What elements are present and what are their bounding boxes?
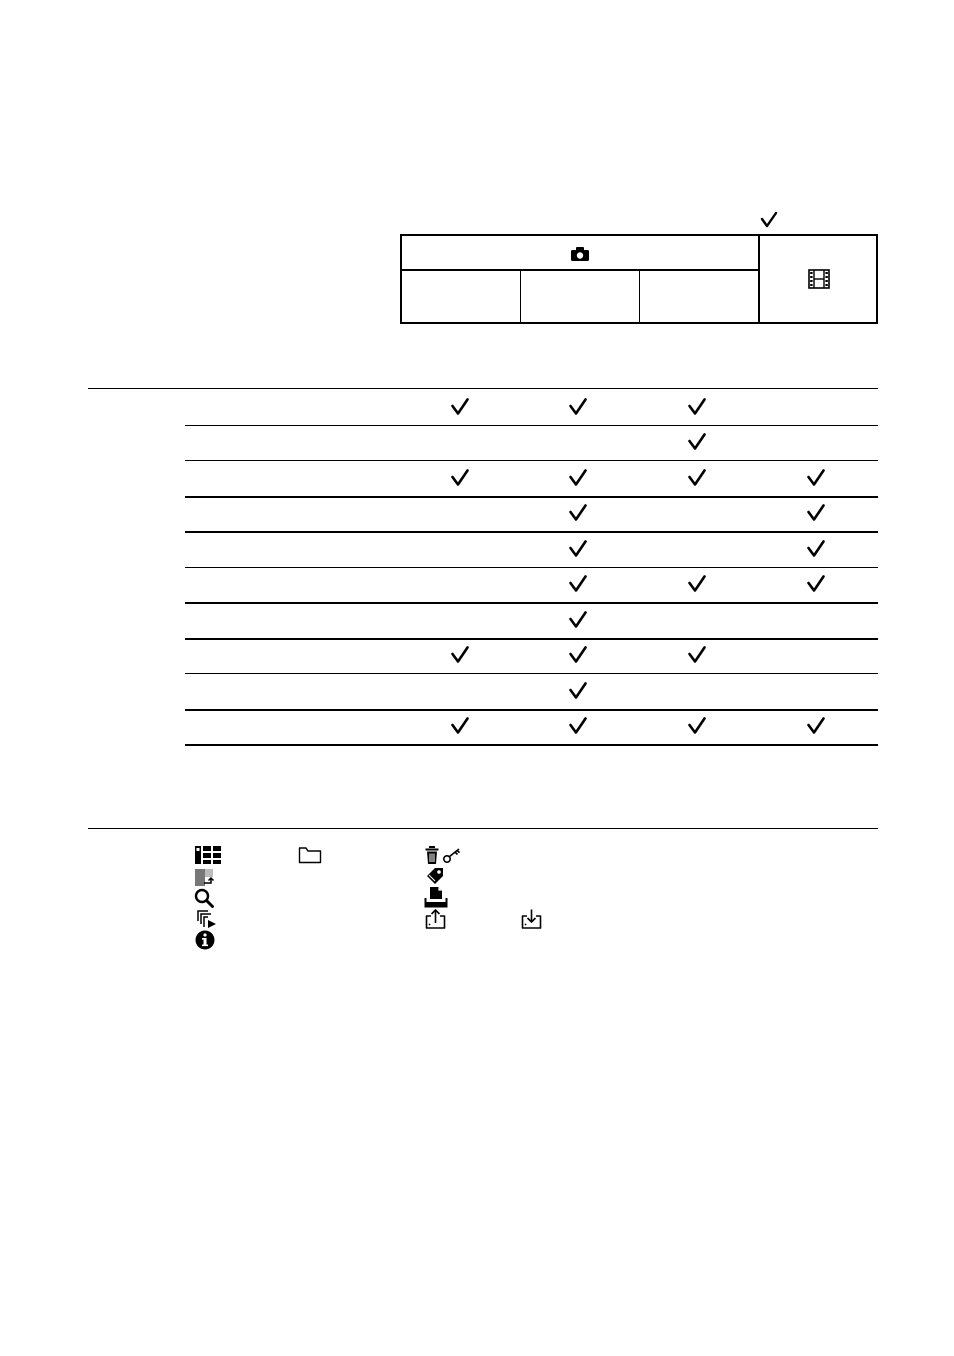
slideshow-icon	[196, 909, 218, 929]
check-icon	[568, 574, 588, 594]
check-icon	[806, 716, 826, 736]
index-view-icon	[194, 845, 222, 865]
matrix-row-divider	[185, 638, 878, 640]
camera-icon	[570, 246, 590, 262]
check-icon	[687, 716, 707, 736]
matrix-row-divider	[185, 602, 878, 604]
check-icon	[687, 397, 707, 417]
check-icon	[806, 468, 826, 488]
check-icon	[568, 539, 588, 559]
header-divider	[639, 270, 640, 324]
mode-header-table	[400, 234, 878, 324]
export-icon	[424, 908, 448, 930]
matrix-row-divider	[185, 567, 878, 568]
matrix-row-divider	[185, 425, 878, 426]
legend-check-icon	[760, 211, 778, 229]
matrix-row-divider	[185, 709, 878, 711]
matrix-row-divider	[185, 744, 878, 746]
matrix-row-divider	[185, 531, 878, 533]
section-rule	[88, 828, 878, 829]
check-icon	[568, 610, 588, 630]
check-icon	[568, 681, 588, 701]
print-icon	[424, 886, 448, 908]
section-rule	[88, 388, 878, 389]
zoom-icon	[194, 888, 216, 908]
check-icon	[806, 539, 826, 559]
check-icon	[450, 645, 470, 665]
check-icon	[450, 716, 470, 736]
header-divider	[758, 236, 760, 324]
protect-key-icon	[442, 848, 462, 864]
check-icon	[568, 468, 588, 488]
check-icon	[568, 645, 588, 665]
film-icon	[807, 269, 831, 289]
retouch-icon	[194, 868, 216, 888]
delete-icon	[424, 845, 440, 865]
import-icon	[520, 908, 544, 930]
header-divider	[402, 269, 759, 271]
check-icon	[687, 645, 707, 665]
check-icon	[687, 432, 707, 452]
header-divider	[520, 270, 521, 324]
check-icon	[450, 397, 470, 417]
info-icon	[194, 929, 216, 951]
folder-icon	[298, 846, 322, 864]
check-icon	[450, 468, 470, 488]
matrix-row-divider	[185, 673, 878, 674]
check-icon	[806, 503, 826, 523]
matrix-row-divider	[185, 496, 878, 498]
check-icon	[806, 574, 826, 594]
check-icon	[568, 716, 588, 736]
check-icon	[687, 468, 707, 488]
matrix-row-divider	[185, 460, 878, 461]
check-icon	[568, 397, 588, 417]
check-icon	[687, 574, 707, 594]
tag-icon	[424, 866, 446, 886]
check-icon	[568, 503, 588, 523]
